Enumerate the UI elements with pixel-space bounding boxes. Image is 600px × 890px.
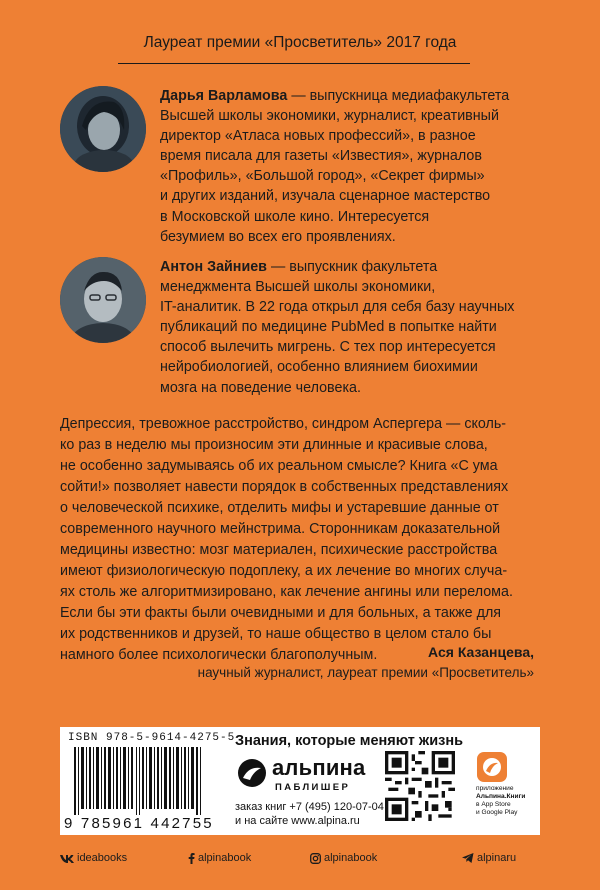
bio-line: в Московской школе кино. Интересуется (160, 208, 430, 225)
social-telegram[interactable] (462, 852, 516, 864)
quote-line: ко раз в неделю мы произносим эти длинные и красивые слова, (60, 437, 488, 453)
quote-line: имеют физиологическую подоплеку, а их лечение во многих случа- (60, 563, 508, 579)
author-bio-zainiev (160, 257, 540, 398)
bio-line: публикаций по медицине PubMed в попытке найти (160, 319, 497, 336)
author-photo-zainiev (60, 257, 146, 343)
bio-line: «Профиль», «Большой город», «Секрет фирмы» (160, 168, 485, 185)
bio-line: безумием во всех его проявлениях. (160, 228, 396, 245)
author-block-varlamova (60, 86, 540, 256)
quote-line: не особенно задумываясь об их реальном смысле? Книга «С ума (60, 458, 498, 474)
publisher-name: альпина (272, 755, 366, 780)
quote-line: сойти!» позволяет навести порядок в собственных представлениях (60, 479, 509, 495)
quote-line: современного научного мейнстрима. Сторонникам доказательной (60, 521, 501, 537)
blurb-quote (60, 414, 542, 666)
bio-line: Антон Зайниев — выпускник факультета (160, 259, 438, 275)
telegram-icon (462, 853, 474, 863)
social-facebook[interactable] (188, 852, 251, 864)
social-links (60, 852, 540, 872)
publisher-info-box (60, 727, 540, 835)
vk-icon (60, 854, 74, 863)
social-label: ideabooks (77, 852, 128, 864)
quote-signature-description: научный журналист, лауреат премии «Просветитель» (197, 665, 534, 680)
bio-line: нейробиологией, особенно влиянием биохимии (160, 359, 478, 376)
author-name: Антон Зайниев (160, 259, 267, 275)
bio-line: и других изданий, изучала сценарное мастерство (160, 188, 491, 205)
bio-line: мозга на поведение человека. (160, 379, 361, 396)
order-website: и на сайте www.alpina.ru (235, 815, 360, 827)
social-instagram[interactable] (310, 852, 377, 864)
bio-line: IT-аналитик. В 22 года открыл для себя базу научных (160, 299, 515, 316)
author-bio-varlamova (160, 86, 540, 247)
bio-line: способ вылечить мигрень. С тех пор интересуется (160, 339, 496, 356)
bio-line: директор «Атласа новых профессий», в разное (160, 128, 476, 145)
laureate-heading: Лауреат премии «Просветитель» 2017 года (143, 34, 457, 51)
isbn-label: ISBN 978-5-9614-4275-5 (68, 732, 236, 744)
barcode (66, 747, 212, 815)
bio-line: время писала для газеты «Известия», журналов (160, 148, 482, 165)
quote-line: их родственников и друзей, то наше общество в целом стало бы (60, 626, 492, 642)
order-phone: заказ книг +7 (495) 120-07-04 (235, 801, 384, 813)
bio-line: Дарья Варламова — выпускница медиафакультета (160, 88, 510, 104)
bio-line: менеджмента Высшей школы экономики, (160, 279, 436, 296)
quote-line: Если бы эти факты были очевидными и для больных, а также для (60, 605, 502, 621)
bio-line: Высшей школы экономики, журналист, креативный (160, 108, 499, 125)
author-name: Дарья Варламова (160, 88, 288, 104)
publisher-subtitle: ПАБЛИШЕР (275, 782, 351, 793)
author-block-zainiev (60, 257, 540, 396)
qr-code (385, 751, 455, 821)
barcode-digits: 9 785961 442755 (64, 815, 214, 832)
social-label: alpinabook (324, 852, 378, 864)
quote-line: намного более психологически благополучным. (60, 647, 378, 663)
quote-line: медицины известно: мозг материален, психические расстройства (60, 542, 498, 558)
quote-signature-name: Ася Казанцева, (428, 644, 534, 660)
instagram-icon (310, 853, 321, 864)
app-store-note: приложение Альпина.Книги в App Store и Google Play (476, 785, 526, 816)
social-vk[interactable] (60, 852, 127, 864)
alpina-logo-icon (237, 758, 267, 788)
heading-underline (118, 63, 470, 64)
social-label: alpinabook (198, 852, 252, 864)
facebook-icon (188, 852, 195, 864)
publisher-tagline: Знания, которые меняют жизнь (235, 733, 463, 749)
alpina-app-icon (477, 752, 507, 782)
social-label: alpinaru (477, 852, 517, 864)
quote-line: Депрессия, тревожное расстройство, синдром Аспергера — сколь- (60, 416, 507, 432)
quote-line: о человеческой психике, отделить мифы и устаревшие данные от (60, 500, 499, 516)
quote-line: ях столь же алгоритмизировано, как лечение ангины или перелома. (60, 584, 513, 600)
author-photo-varlamova (60, 86, 146, 172)
